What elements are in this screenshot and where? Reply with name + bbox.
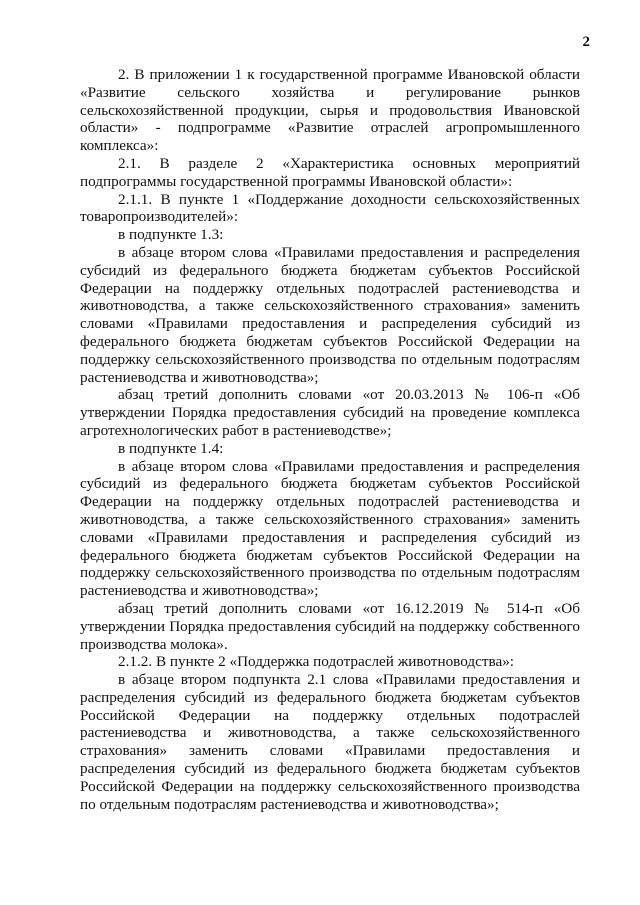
paragraph-2-1-second-abzac: в абзаце втором подпункта 2.1 слова «Правилами предоставления и распределения субсидий из федерального бюджета бюджетам субъектов Российской Федерации на поддержку отдельных подотраслей растениеводства и животноводства, а также сельскохозяйственного страхования» заменить словами «Правилами предоставления и распределения субсидий из федерального бюджета бюджетам субъектов Российской Федерации на поддержку сельскохозяйственного производства по отдельным подотраслям растениеводства и животноводства»; (80, 671, 580, 813)
paragraph-1-3-third-abzac: абзац третий дополнить словами «от 20.03.2013 № 106-п «Об утверждении Порядка предоставления субсидий на проведение комплекса агротехнологических работ в растениеводстве»; (80, 386, 580, 439)
paragraph-subitem-1-3: в подпункте 1.3: (118, 226, 224, 244)
paragraph-2-1: 2.1. В разделе 2 «Характеристика основных мероприятий подпрограммы государственной программы Ивановской области»: (80, 154, 580, 190)
paragraph-2-intro: 2. В приложении 1 к государственной программе Ивановской области «Развитие сельского хозяйства и регулирование рынков сельскохозяйственной продукции, сырья и продовольствия Ивановской области» - подпрограмме «Развитие отраслей агропромышленного комплекса»: (80, 66, 580, 155)
paragraph-2-1-2: 2.1.2. В пункте 2 «Поддержка подотраслей животноводства»: (118, 653, 515, 671)
paragraph-2-1-1: 2.1.1. В пункте 1 «Поддержание доходности сельскохозяйственных товаропроизводителей»: (80, 190, 580, 226)
page-number: 2 (582, 34, 590, 50)
paragraph-1-3-second-abzac: в абзаце втором слова «Правилами предоставления и распределения субсидий из федерального бюджета бюджетам субъектов Российской Федерации на поддержку отдельных подотраслей растениеводства и животноводства, а также сельскохозяйственного страхования» заменить словами «Правилами предоставления и распределения субсидий из федерального бюджета бюджетам субъектов Российской Федерации на поддержку сельскохозяйственного производства по отдельным подотраслям растениеводства и животноводства»; (80, 243, 580, 386)
paragraph-subitem-1-4: в подпункте 1.4: (118, 439, 224, 457)
document-body (80, 66, 580, 813)
paragraph-1-4-third-abzac: абзац третий дополнить словами «от 16.12.2019 № 514-п «Об утверждении Порядка предоставления субсидий на поддержку собственного производства молока». (80, 599, 580, 653)
paragraph-1-4-second-abzac: в абзаце втором слова «Правилами предоставления и распределения субсидий из федерального бюджета бюджетам субъектов Российской Федерации на поддержку отдельных подотраслей растениеводства и животноводства, а также сельскохозяйственного страхования» заменить словами «Правилами предоставления и распределения субсидий из федерального бюджета бюджетам субъектов Российской Федерации на поддержку сельскохозяйственного производства по отдельным подотраслям растениеводства и животноводства»; (80, 457, 580, 600)
